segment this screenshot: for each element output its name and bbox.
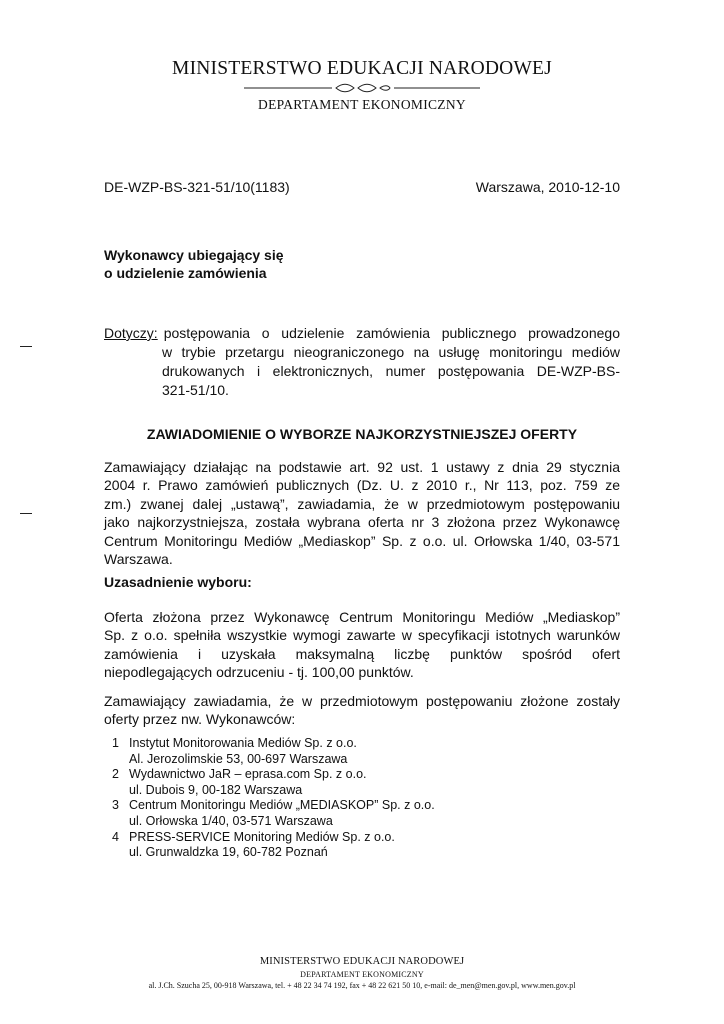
concerning-line: w trybie przetargu nieograniczonego na usługę monitoringu mediów: [162, 344, 620, 360]
decision-paragraph: [104, 458, 620, 568]
bidder-name: Instytut Monitorowania Mediów Sp. z o.o.: [129, 736, 357, 750]
bidder-address: Al. Jerozolimskie 53, 00-697 Warszawa: [129, 751, 348, 766]
paragraph-line: zm.) zwanej dalej „ustawą”, zawiadamia, że w przedmiotowym postępowaniu: [104, 495, 620, 512]
bidder-address: ul. Dubois 9, 00-182 Warszawa: [129, 782, 303, 797]
concerning-label: Dotyczy:: [104, 325, 158, 341]
bidder-name: PRESS-SERVICE Monitoring Mediów Sp. z o.o.: [129, 829, 395, 844]
paragraph-line: Centrum Monitoringu Mediów „Mediaskop” Sp. z o.o. ul. Orłowska 1/40, 03-571: [104, 532, 620, 549]
place-date: Warszawa, 2010-12-10: [475, 179, 620, 195]
addressee: [104, 246, 284, 282]
paragraph-line: Oferta złożona przez Wykonawcę Centrum Monitoringu Mediów „Mediaskop”: [104, 609, 620, 625]
notice-heading: ZAWIADOMIENIE O WYBORZE NAJKORZYSTNIEJSZEJ OFERTY: [146, 426, 578, 442]
paragraph-line: Zamawiający zawiadamia, że w przedmiotowym postępowaniu złożone zostały: [104, 693, 620, 709]
footer-address: al. J.Ch. Szucha 25, 00-918 Warszawa, tel. + 48 22 34 74 192, fax + 48 22 621 50 10, e-mail: de_men@men.gov.pl, www.men.gov.pl: [148, 981, 576, 990]
bidder-number: 4: [112, 829, 119, 844]
paragraph-line: niepodlegających odrzuceniu - tj. 100,00 punktów.: [104, 664, 414, 681]
addressee-line: Wykonawcy ubiegający się: [104, 247, 284, 263]
bidder-name: Wydawnictwo JaR – eprasa.com Sp. z o.o.: [129, 767, 367, 782]
bidder-address: ul. Orłowska 1/40, 03-571 Warszawa: [129, 813, 333, 828]
margin-mark: [20, 346, 32, 347]
bidder-number: 1: [112, 736, 119, 750]
paragraph-line: zamówienia i uzyskała maksymalną liczbę punktów spośród ofert: [104, 645, 620, 662]
paragraph-line: oferty przez nw. Wykonawców:: [104, 711, 296, 728]
bidder-number: 3: [112, 798, 119, 813]
concerning-block: [104, 324, 620, 400]
concerning-line: postępowania o udzielenie zamówienia publicznego prowadzonego: [163, 325, 620, 341]
addressee-line: o udzielenie zamówienia: [104, 265, 267, 281]
paragraph-line: Warszawa.: [104, 551, 173, 568]
paragraph-line: jako najkorzystniejsza, została wybrana oferta nr 3 złożona przez Wykonawcę: [104, 514, 620, 531]
letterhead-ornament: [244, 81, 480, 95]
letterhead-ministry: MINISTERSTWO EDUKACJI NARODOWEJ: [172, 58, 552, 79]
margin-mark: [20, 513, 32, 514]
paragraph-line: Sp. z o.o. spełniła wszystkie wymogi zawarte w specyfikacji istotnych warunków: [104, 627, 620, 644]
paragraph-line: Zamawiający działając na podstawie art. 92 ust. 1 ustawy z dnia 29 stycznia: [104, 459, 620, 475]
reference-number: DE-WZP-BS-321-51/10(1183): [104, 179, 290, 195]
list-item: [112, 798, 612, 829]
bidders-list: [112, 736, 612, 861]
concerning-line: drukowanych i elektronicznych, numer postępowania DE-WZP-BS-: [162, 363, 620, 379]
justification-paragraph: [104, 608, 620, 682]
bidders-intro-paragraph: [104, 692, 620, 729]
letterhead-department: DEPARTAMENT EKONOMICZNY: [258, 97, 466, 112]
justification-heading: Uzasadnienie wyboru:: [104, 574, 252, 590]
footer-department: DEPARTAMENT EKONOMICZNY: [300, 970, 424, 979]
list-item: [112, 830, 612, 861]
footer-ministry: MINISTERSTWO EDUKACJI NARODOWEJ: [259, 956, 465, 967]
bidder-address: ul. Grunwaldzka 19, 60-782 Poznań: [129, 845, 328, 860]
bidder-name: Centrum Monitoringu Mediów „MEDIASKOP” Sp. z o.o.: [129, 798, 435, 813]
paragraph-line: 2004 r. Prawo zamówień publicznych (Dz. U. z 2010 r., Nr 113, poz. 759 ze: [104, 477, 620, 494]
concerning-line: 321-51/10.: [162, 382, 229, 398]
bidder-number: 2: [112, 767, 119, 782]
list-item: [112, 736, 612, 767]
list-item: [112, 767, 612, 798]
